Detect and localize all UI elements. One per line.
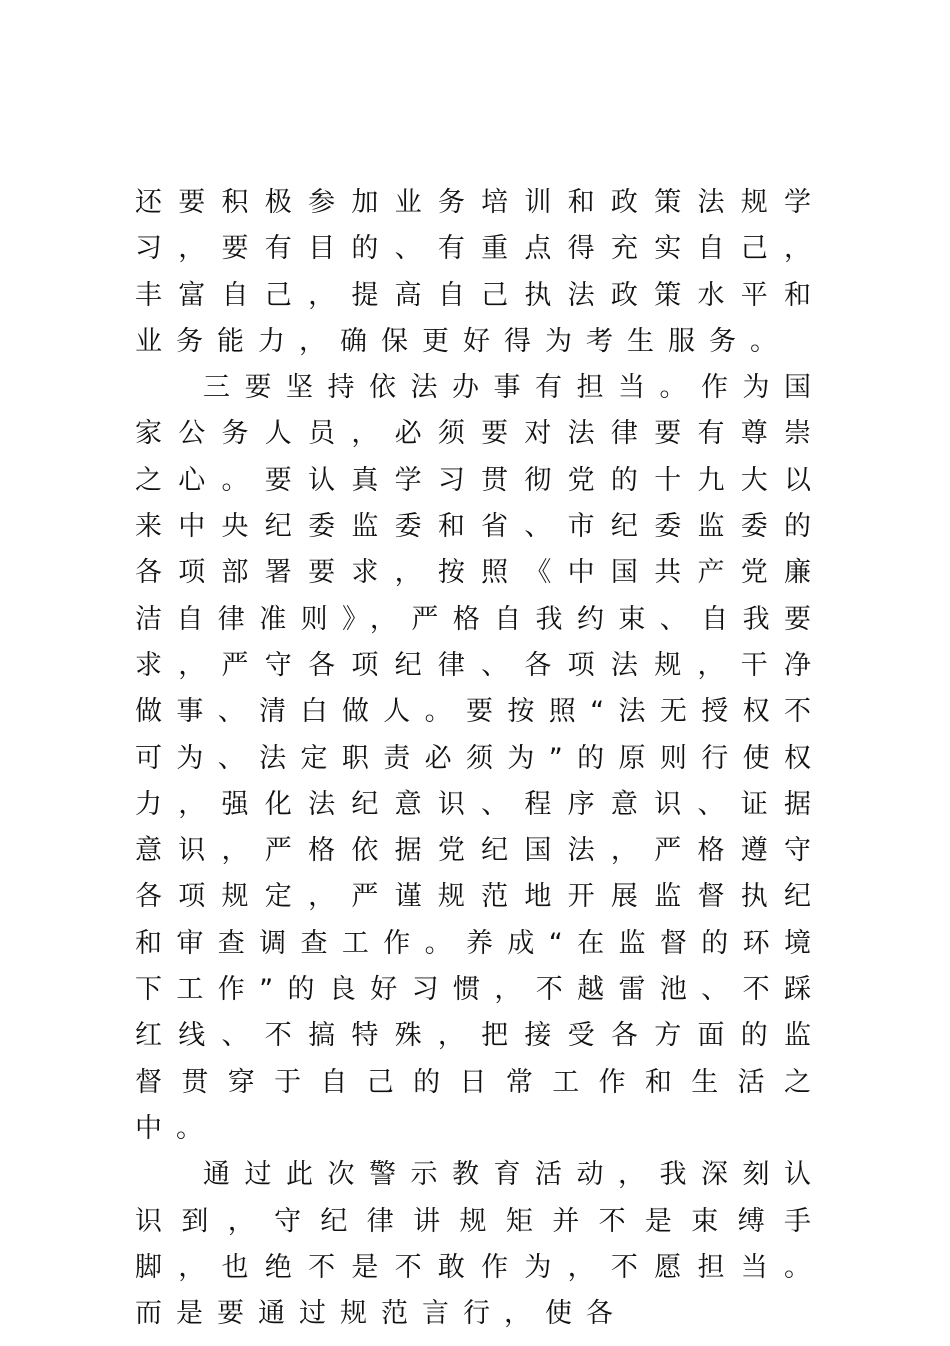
document-body <box>135 180 825 1337</box>
paragraph-third-requirement: 三要坚持依法办事有担当。作为国家公务人员，必须要对法律要有尊崇之心。要认真学习贯彻党的十九大以来中央纪委监委和省、市纪委监委的各项部署要求，按照《中国共产党廉洁自律准则》，严格自我约束、自我要求，严守各项纪律、各项法规，干净做事、清白做人。要按照“法无授权不可为、法定职责必须为”的原则行使权力，强化法纪意识、程序意识、证据意识，严格依据党纪国法，严格遵守各项规定，严谨规范地开展监督执纪和审查调查工作。养成“在监督的环境下工作”的良好习惯，不越雷池、不踩红线、不搞特殊，把接受各方面的监督贯穿于自己的日常工作和生活之中。 <box>135 372 825 1144</box>
paragraph-conclusion: 通过此次警示教育活动，我深刻认识到，守纪律讲规矩并不是束缚手脚，也绝不是不敢作为，不愿担当。而是要通过规范言行，使各 <box>135 1159 825 1330</box>
paragraph-continuation: 还要积极参加业务培训和政策法规学习，要有目的、有重点得充实自己，丰富自己，提高自己执法政策水平和业务能力，确保更好得为考生服务。 <box>135 187 825 357</box>
